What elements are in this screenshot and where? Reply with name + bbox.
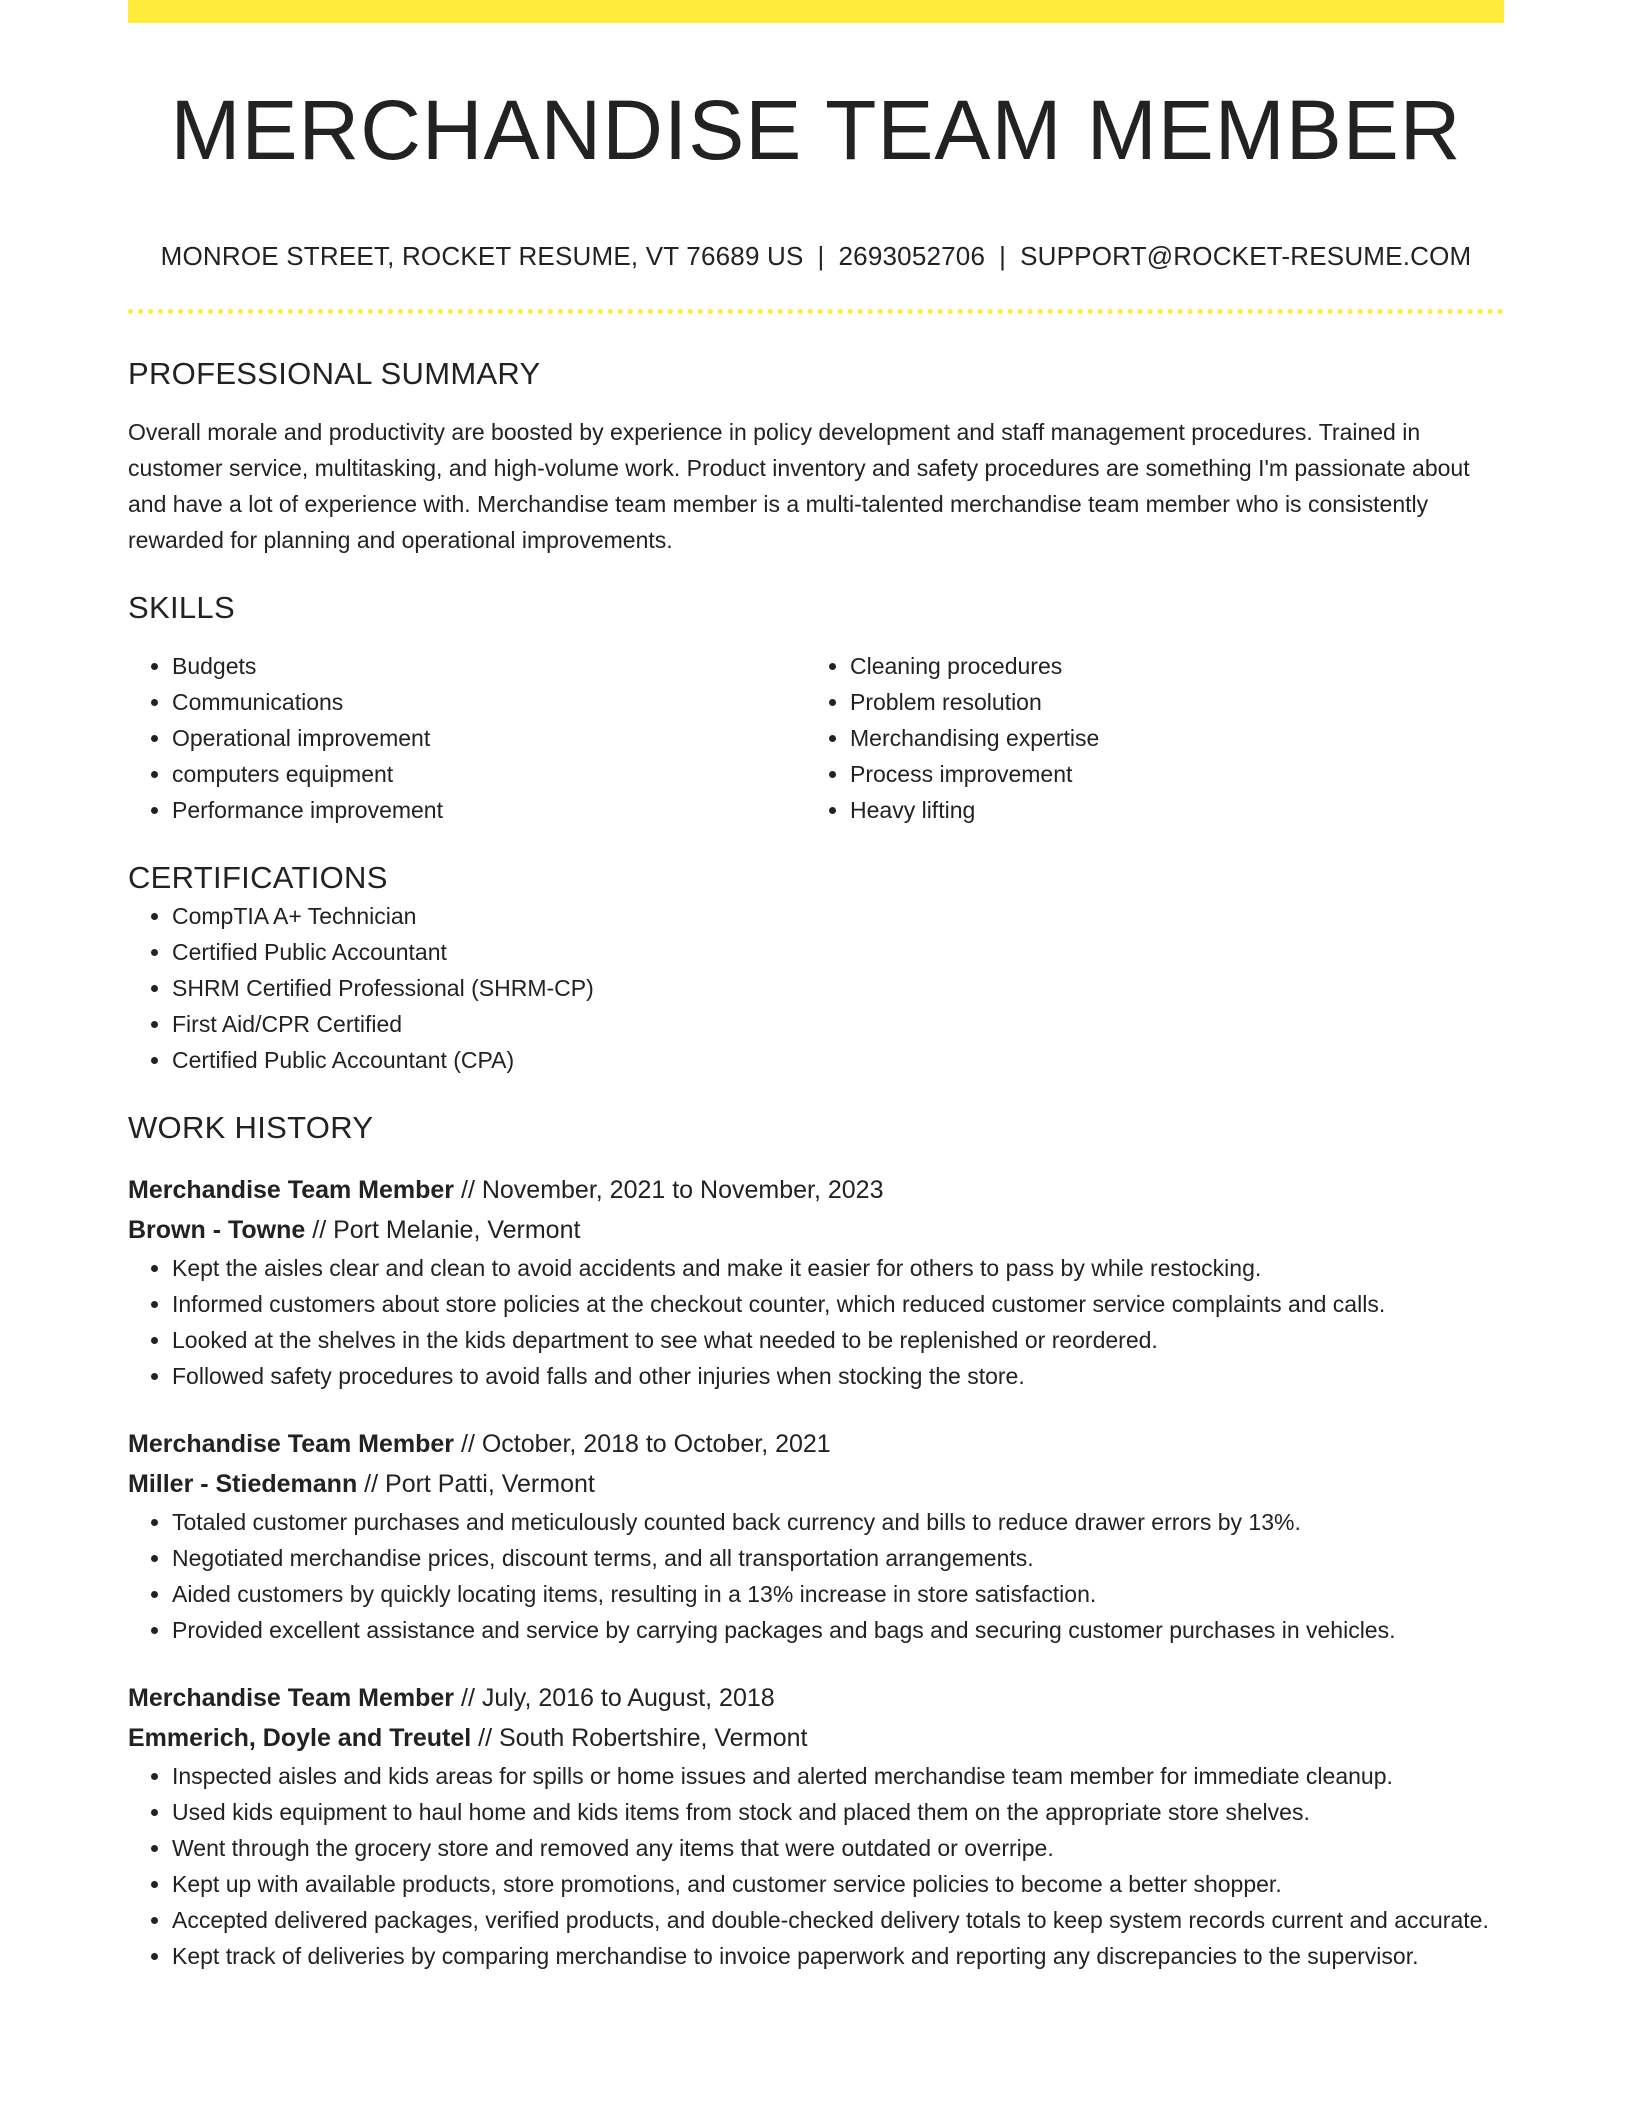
contact-separator: | [817,241,825,271]
skills-grid [128,648,1504,828]
skills-heading: SKILLS [128,590,235,625]
job-bullet: • Accepted delivered packages, verified products, and double-checked delivery totals to keep system records current and accurate. [172,1902,1504,1938]
skill-item: • Budgets [172,648,806,684]
job-bullets [128,1504,1504,1648]
certification-item: • SHRM Certified Professional (SHRM-CP) [172,970,1504,1006]
skill-item: • Heavy lifting [850,792,1484,828]
skill-item: • Communications [172,684,806,720]
job-bullet: • Inspected aisles and kids areas for spills or home issues and alerted merchandise team member for immediate cleanup. [172,1758,1504,1794]
job-title-line [128,1424,1504,1464]
certification-item: • CompTIA A+ Technician [172,898,1504,934]
job-company: Miller - Stiedemann [128,1470,358,1498]
job-bullets [128,1250,1504,1394]
job-title-line [128,1678,1504,1718]
job-delimiter: // [357,1470,386,1498]
job-bullet: • Kept track of deliveries by comparing merchandise to invoice paperwork and reporting any discrepancies to the supervisor. [172,1938,1504,1974]
job-dates: July, 2016 to August, 2018 [481,1684,775,1712]
skill-item: • Problem resolution [850,684,1484,720]
resume-name: MERCHANDISE TEAM MEMBER [170,83,1462,177]
job-dates: November, 2021 to November, 2023 [481,1176,884,1204]
certification-item: • Certified Public Accountant (CPA) [172,1042,1504,1078]
job-company-line [128,1464,1504,1504]
job-delimiter: // [471,1724,499,1752]
job-role: Merchandise Team Member [128,1176,455,1204]
job-delimiter: // [305,1216,334,1244]
job-company-line [128,1210,1504,1250]
contact-email[interactable]: SUPPORT@ROCKET-RESUME.COM [1020,241,1472,271]
job-role: Merchandise Team Member [128,1430,455,1458]
skill-item: • Cleaning procedures [850,648,1484,684]
job-location: South Robertshire, Vermont [498,1724,808,1752]
job-bullets [128,1758,1504,1974]
contact-separator: | [999,241,1007,271]
certifications-list [128,898,1504,1078]
job-company: Emmerich, Doyle and Treutel [128,1724,472,1752]
job-bullet: • Totaled customer purchases and meticulously counted back currency and bills to reduce drawer errors by 13%. [172,1504,1504,1540]
summary-heading: PROFESSIONAL SUMMARY [128,356,541,391]
job-bullet: • Used kids equipment to haul home and kids items from stock and placed them on the appropriate store shelves. [172,1794,1504,1830]
skills-list-right [806,648,1484,828]
job-dates: October, 2018 to October, 2021 [481,1430,831,1458]
contact-phone[interactable]: 2693052706 [838,241,986,271]
job-bullet: • Followed safety procedures to avoid falls and other injuries when stocking the store. [172,1358,1504,1394]
contact-line [128,240,1504,272]
job-bullet: • Kept up with available products, store promotions, and customer service policies to become a better shopper. [172,1866,1504,1902]
job-company: Brown - Towne [128,1216,306,1244]
skill-item: • Operational improvement [172,720,806,756]
job-delimiter: // [454,1176,482,1204]
job-bullet: • Informed customers about store policies at the checkout counter, which reduced customer service complaints and calls. [172,1286,1504,1322]
work-history-heading: WORK HISTORY [128,1110,374,1145]
resume-content [128,0,1504,1974]
job-location: Port Patti, Vermont [385,1470,595,1498]
skill-item: • Process improvement [850,756,1484,792]
job-role: Merchandise Team Member [128,1684,455,1712]
job-title-line [128,1170,1504,1210]
skills-list-left [128,648,806,828]
job-bullet: • Negotiated merchandise prices, discount terms, and all transportation arrangements. [172,1540,1504,1576]
skill-item: • computers equipment [172,756,806,792]
job-location: Port Melanie, Vermont [333,1216,581,1244]
certification-item: • First Aid/CPR Certified [172,1006,1504,1042]
job-bullet: • Aided customers by quickly locating items, resulting in a 13% increase in store satisfaction. [172,1576,1504,1612]
summary-text: Overall morale and productivity are boosted by experience in policy development and staff management procedures. Trained in customer service, multitasking, and high-volume work. Product inventory and safety procedures are something I'm passionate about and have a lot of experience with. Merchandise team member is a multi-talented merchandise team member who is consistently rewarded for planning and operational improvements. [128,419,1470,553]
job-entry [128,1424,1504,1648]
skill-item: • Performance improvement [172,792,806,828]
job-company-line [128,1718,1504,1758]
skills-column-right [806,648,1484,828]
job-bullet: • Looked at the shelves in the kids department to see what needed to be replenished or reordered. [172,1322,1504,1358]
dotted-divider [128,309,1504,314]
job-entry [128,1170,1504,1394]
job-delimiter: // [454,1430,482,1458]
job-bullet: • Provided excellent assistance and service by carrying packages and bags and securing customer purchases in vehicles. [172,1612,1504,1648]
job-entry [128,1678,1504,1974]
certification-item: • Certified Public Accountant [172,934,1504,970]
job-bullet: • Went through the grocery store and removed any items that were outdated or overripe. [172,1830,1504,1866]
contact-address: MONROE STREET, ROCKET RESUME, VT 76689 US [160,241,804,271]
skill-item: • Merchandising expertise [850,720,1484,756]
certifications-heading: CERTIFICATIONS [128,860,388,895]
skills-column-left [128,648,806,828]
job-bullet: • Kept the aisles clear and clean to avoid accidents and make it easier for others to pass by while restocking. [172,1250,1504,1286]
job-delimiter: // [454,1684,482,1712]
